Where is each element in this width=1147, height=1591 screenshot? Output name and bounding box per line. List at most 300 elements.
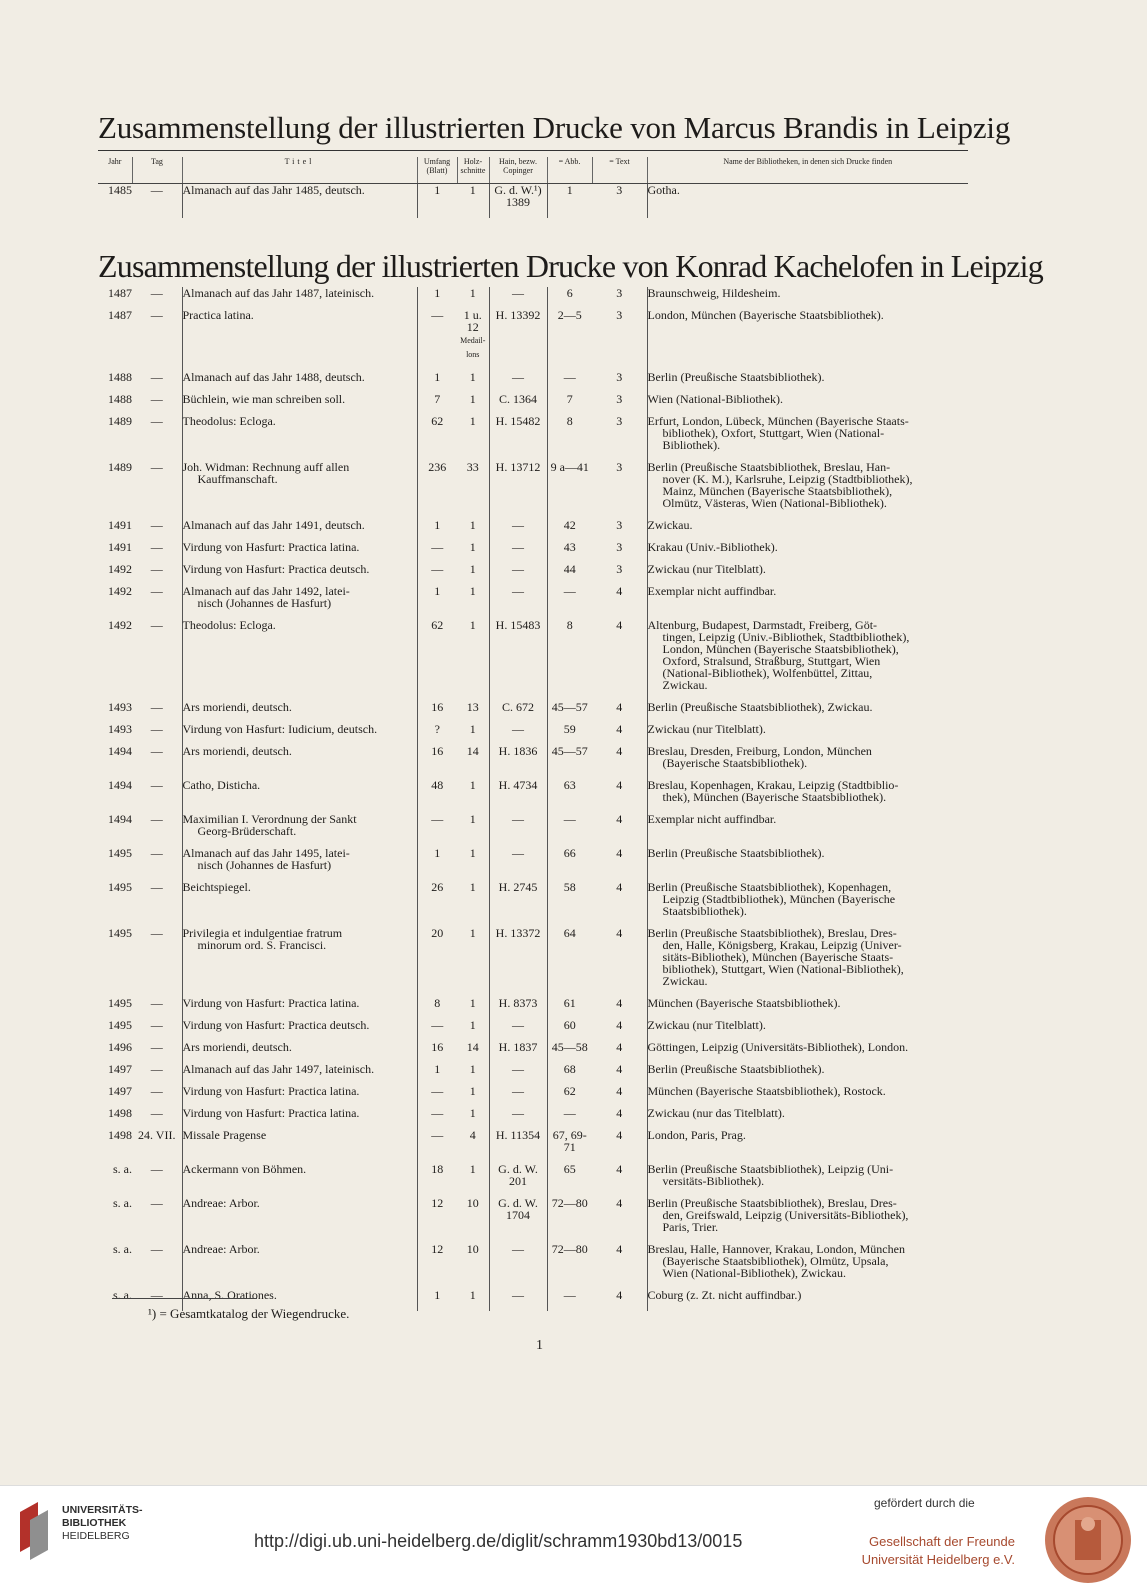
cell-bibliotheken: London, München (Bayerische Staatsbibliothek). [647, 309, 968, 361]
cell-jahr: 1497 [108, 1062, 132, 1076]
cell-bibliotheken: Berlin (Preußische Staatsbibliothek, Breslau, Han- nover (K. M.), Karlsruhe, Leipzig (Stadtbibliothek), Mainz, München (Bayerische Staatsbibliothek), Olmütz, Västeras, Wien (National-Bibliothek). [647, 461, 968, 509]
cell-tag: — [150, 1106, 163, 1120]
cell-jahr: 1495 [108, 926, 132, 940]
cell-umfang: 1 [417, 184, 457, 209]
cell-text: 4 [616, 996, 623, 1010]
table-row [98, 1129, 968, 1153]
cell-text: 4 [616, 926, 623, 940]
cell-text: 3 [616, 286, 623, 300]
cell-bibliotheken: Exemplar nicht auffindbar. [647, 585, 968, 609]
cell-jahr: 1493 [108, 700, 132, 714]
cell-text: 3 [616, 308, 623, 322]
cell-jahr: 1494 [108, 744, 132, 758]
cell-jahr: 1495 [108, 880, 132, 894]
cell-text: 3 [616, 183, 623, 197]
cell-umfang: — [417, 1107, 457, 1119]
cell-umfang: 1 [417, 371, 457, 383]
cell-umfang: 48 [417, 779, 457, 803]
cell-bibliotheken: Breslau, Dresden, Freiburg, London, München (Bayerische Staatsbibliothek). [647, 745, 968, 769]
cell-tag: — [150, 518, 163, 532]
table-row [98, 563, 968, 575]
footnote: ¹) = Gesamtkatalog der Wiegendrucke. [148, 1306, 350, 1321]
cell-umfang: 16 [417, 1041, 457, 1053]
cell-hain: — [489, 723, 547, 735]
cell-titel: Beichtspiegel. [182, 881, 417, 917]
cell-holzschnitte: 1 [469, 812, 476, 826]
cell-jahr: s. a. [113, 1242, 132, 1256]
cell-text: 4 [616, 1162, 623, 1176]
cell-holzschnitte: 1 [469, 1162, 476, 1176]
cell-tag: — [150, 460, 163, 474]
table-brandis [98, 157, 968, 218]
cell-hain: — [489, 1107, 547, 1119]
cell-jahr: 1493 [108, 722, 132, 736]
cell-abb: — [547, 1289, 592, 1301]
cell-jahr: 1495 [108, 1018, 132, 1032]
cell-holzschnitte: 10 [466, 1196, 479, 1210]
cell-titel: Theodolus: Ecloga. [182, 415, 417, 451]
cell-tag: 24. VII. [138, 1128, 176, 1142]
table-row [98, 745, 968, 769]
cell-umfang: 62 [417, 415, 457, 451]
cell-abb: 8 [547, 415, 592, 451]
cell-titel: Virdung von Hasfurt: Practica latina. [182, 1107, 417, 1119]
cell-holzschnitte: 1 [469, 1288, 476, 1302]
cell-tag: — [150, 744, 163, 758]
cell-hain: — [489, 847, 547, 871]
cell-holzschnitte: 1 [469, 1062, 476, 1076]
cell-tag: — [150, 778, 163, 792]
cell-tag: — [150, 1084, 163, 1098]
cell-bibliotheken: Berlin (Preußische Staatsbibliothek). [647, 1063, 968, 1075]
table-row [98, 1197, 968, 1233]
table-row [98, 309, 968, 361]
cell-text: 3 [616, 562, 623, 576]
source-url-link[interactable]: http://digi.ub.uni-heidelberg.de/diglit/schramm1930bd13/0015 [254, 1531, 743, 1551]
header-umfang: Umfang (Blatt) [417, 157, 457, 184]
header-holz: Holz- schnitte [457, 157, 489, 184]
table-kachelofen [98, 287, 968, 1311]
row-spacer [98, 208, 968, 218]
header-abb: = Abb. [547, 157, 592, 184]
cell-abb: 2—5 [547, 309, 592, 361]
cell-hain: — [489, 287, 547, 299]
cell-text: 4 [616, 1084, 623, 1098]
cell-umfang: 26 [417, 881, 457, 917]
cell-bibliotheken: Berlin (Preußische Staatsbibliothek), Breslau, Dres- den, Greifswald, Leipzig (Universitäts-Bibliothek), Paris, Trier. [647, 1197, 968, 1233]
cell-abb: — [547, 1107, 592, 1119]
cell-holzschnitte: 10 [466, 1242, 479, 1256]
cell-bibliotheken: Exemplar nicht auffindbar. [647, 813, 968, 837]
cell-text: 3 [616, 460, 623, 474]
cell-hain: G. d. W. 201 [489, 1163, 547, 1187]
table-row [98, 813, 968, 837]
cell-text: 4 [616, 1128, 623, 1142]
cell-titel: Almanach auf das Jahr 1488, deutsch. [182, 371, 417, 383]
cell-text: 3 [616, 370, 623, 384]
cell-hain: H. 15482 [489, 415, 547, 451]
cell-jahr: 1487 [108, 308, 132, 322]
table-row [98, 585, 968, 609]
cell-holzschnitte: 1 [469, 540, 476, 554]
cell-holzschnitte: 1 [469, 618, 476, 632]
cell-titel: Virdung von Hasfurt: Practica latina. [182, 997, 417, 1009]
cell-jahr: 1495 [108, 846, 132, 860]
cell-jahr: 1494 [108, 812, 132, 826]
cell-tag: — [150, 618, 163, 632]
table-row [98, 619, 968, 691]
table-row [98, 723, 968, 735]
table-row [98, 881, 968, 917]
table-header [98, 157, 968, 184]
cell-titel: Catho, Disticha. [182, 779, 417, 803]
cell-tag: — [150, 700, 163, 714]
cell-tag: — [150, 584, 163, 598]
table-row [98, 1243, 968, 1279]
cell-jahr: 1491 [108, 518, 132, 532]
cell-hain: H. 15483 [489, 619, 547, 691]
cell-abb: — [547, 585, 592, 609]
cell-bibliotheken: Breslau, Halle, Hannover, Krakau, London, München (Bayerische Staatsbibliothek), Olmütz, Upsala, Wien (National-Bibliothek), Zwickau. [647, 1243, 968, 1279]
cell-hain: — [489, 1243, 547, 1279]
cell-hain: — [489, 1019, 547, 1031]
cell-abb: 45—58 [547, 1041, 592, 1053]
cell-holzschnitte: 1 [469, 1106, 476, 1120]
cell-bibliotheken: Göttingen, Leipzig (Universitäts-Bibliothek), London. [647, 1041, 968, 1053]
cell-abb: 68 [547, 1063, 592, 1075]
cell-bibliotheken: Berlin (Preußische Staatsbibliothek), Breslau, Dres- den, Halle, Königsberg, Krakau, Leipzig (Univer- sitäts-Bibliothek), München (Bayerische Staats- bibliothek), Stuttgart, Wien (National-Bibliothek), Zwickau. [647, 927, 968, 987]
cell-titel: Andreae: Arbor. [182, 1197, 417, 1233]
cell-abb: 8 [547, 619, 592, 691]
cell-bibliotheken: Zwickau (nur das Titelblatt). [647, 1107, 968, 1119]
cell-hain: — [489, 585, 547, 609]
cell-abb: 58 [547, 881, 592, 917]
table-row [98, 461, 968, 509]
cell-jahr: 1488 [108, 392, 132, 406]
cell-text: 4 [616, 700, 623, 714]
cell-bibliotheken: München (Bayerische Staatsbibliothek). [647, 997, 968, 1009]
table-row [98, 997, 968, 1009]
cell-abb: 62 [547, 1085, 592, 1097]
table-row [98, 1041, 968, 1053]
cell-tag: — [150, 996, 163, 1010]
cell-jahr: s. a. [113, 1288, 132, 1302]
cell-abb: 72—80 [547, 1197, 592, 1233]
cell-text: 4 [616, 1062, 623, 1076]
cell-bibliotheken: Altenburg, Budapest, Darmstadt, Freiberg, Göt- tingen, Leipzig (Univ.-Bibliothek, Stadtbibliothek), London, München (Bayerische Staatsbibliothek), Oxford, Stralsund, Straßburg, Stuttgart, Wien (National-Bibliothek), Wolfenbüttel, Zittau, Zwickau. [647, 619, 968, 691]
cell-text: 4 [616, 1040, 623, 1054]
table-row [98, 1107, 968, 1119]
cell-holzschnitte: 1 [469, 1084, 476, 1098]
cell-bibliotheken: Wien (National-Bibliothek). [647, 393, 968, 405]
cell-umfang: 236 [417, 461, 457, 509]
title-brandis: Zusammenstellung der illustrierten Drucke von Marcus Brandis in Leipzig [98, 110, 1011, 145]
cell-abb: 72—80 [547, 1243, 592, 1279]
cell-titel: Almanach auf das Jahr 1487, lateinisch. [182, 287, 417, 299]
cell-umfang: — [417, 1129, 457, 1153]
cell-hain: H. 2745 [489, 881, 547, 917]
cell-jahr: 1498 [108, 1106, 132, 1120]
table-row [98, 1019, 968, 1031]
cell-abb: 67, 69-71 [547, 1129, 592, 1153]
cell-titel: Privilegia et indulgentiae fratrum minorum ord. S. Francisci. [182, 927, 417, 987]
cell-bibliotheken: London, Paris, Prag. [647, 1129, 968, 1153]
library-logo-icon [14, 1502, 54, 1566]
cell-holzschnitte: 1 [469, 370, 476, 384]
cell-hain: H. 13392 [489, 309, 547, 361]
cell-umfang: 1 [417, 1063, 457, 1075]
cell-jahr: 1492 [108, 562, 132, 576]
cell-tag: — [150, 1288, 163, 1302]
cell-abb: 42 [547, 519, 592, 531]
table-row [98, 371, 968, 383]
cell-bibliotheken: Braunschweig, Hildesheim. [647, 287, 968, 299]
cell-holzschnitte: 1 [469, 778, 476, 792]
cell-titel: Almanach auf das Jahr 1497, lateinisch. [182, 1063, 417, 1075]
cell-tag: — [150, 926, 163, 940]
table-row [98, 701, 968, 713]
table-row [98, 847, 968, 871]
table-row [98, 1063, 968, 1075]
cell-titel: Ars moriendi, deutsch. [182, 701, 417, 713]
cell-umfang: 16 [417, 701, 457, 713]
cell-bibliotheken: Zwickau (nur Titelblatt). [647, 723, 968, 735]
cell-umfang: 62 [417, 619, 457, 691]
cell-jahr: s. a. [113, 1162, 132, 1176]
cell-abb: 6 [547, 287, 592, 299]
cell-holzschnitte: 1 [469, 584, 476, 598]
cell-hain: H. 8373 [489, 997, 547, 1009]
table-row [98, 393, 968, 405]
cell-bibliotheken: Zwickau (nur Titelblatt). [647, 1019, 968, 1031]
table-row [98, 779, 968, 803]
table-row [98, 184, 968, 209]
cell-titel: Missale Pragense [182, 1129, 417, 1153]
cell-tag: — [150, 1242, 163, 1256]
cell-umfang: 18 [417, 1163, 457, 1187]
cell-hain: G. d. W. 1704 [489, 1197, 547, 1233]
cell-titel: Ars moriendi, deutsch. [182, 745, 417, 769]
cell-umfang: 7 [417, 393, 457, 405]
table-row [98, 1289, 968, 1301]
cell-bibliotheken: Berlin (Preußische Staatsbibliothek). [647, 847, 968, 871]
cell-bibliotheken: Zwickau. [647, 519, 968, 531]
cell-jahr: 1492 [108, 584, 132, 598]
cell-titel: Almanach auf das Jahr 1485, deutsch. [182, 184, 417, 209]
cell-hain: H. 4734 [489, 779, 547, 803]
cell-umfang: 1 [417, 847, 457, 871]
cell-tag: — [150, 183, 163, 197]
cell-tag: — [150, 370, 163, 384]
cell-abb: 44 [547, 563, 592, 575]
sponsor-line-1: Gesellschaft der Freunde [869, 1534, 1015, 1549]
cell-bibliotheken: Berlin (Preußische Staatsbibliothek). [647, 371, 968, 383]
cell-text: 4 [616, 1196, 623, 1210]
cell-titel: Almanach auf das Jahr 1492, latei- nisch (Johannes de Hasfurt) [182, 585, 417, 609]
cell-bibliotheken: Krakau (Univ.-Bibliothek). [647, 541, 968, 553]
cell-umfang: 1 [417, 1289, 457, 1301]
cell-bibliotheken: Berlin (Preußische Staatsbibliothek), Leipzig (Uni- versitäts-Bibliothek). [647, 1163, 968, 1187]
cell-titel: Theodolus: Ecloga. [182, 619, 417, 691]
cell-holzschnitte: 1 [469, 183, 476, 197]
cell-titel: Ackermann von Böhmen. [182, 1163, 417, 1187]
cell-jahr: s. a. [113, 1196, 132, 1210]
cell-titel: Virdung von Hasfurt: Practica latina. [182, 541, 417, 553]
cell-jahr: 1497 [108, 1084, 132, 1098]
cell-bibliotheken: Berlin (Preußische Staatsbibliothek), Zwickau. [647, 701, 968, 713]
table-row [98, 927, 968, 987]
university-seal-icon [1043, 1494, 1133, 1586]
cell-titel: Virdung von Hasfurt: Iudicium, deutsch. [182, 723, 417, 735]
cell-holzschnitte: 1 [469, 414, 476, 428]
cell-abb: 45—57 [547, 745, 592, 769]
cell-tag: — [150, 1196, 163, 1210]
cell-titel: Virdung von Hasfurt: Practica latina. [182, 1085, 417, 1097]
sponsor-line-2: Universität Heidelberg e.V. [861, 1552, 1015, 1567]
cell-titel: Virdung von Hasfurt: Practica deutsch. [182, 563, 417, 575]
cell-text: 4 [616, 880, 623, 894]
cell-hain: H. 13372 [489, 927, 547, 987]
header-titel: Titel [182, 157, 417, 184]
cell-text: 3 [616, 392, 623, 406]
cell-holzschnitte: 14 [466, 744, 479, 758]
cell-text: 3 [616, 518, 623, 532]
cell-holzschnitte: 1 [469, 926, 476, 940]
cell-titel: Büchlein, wie man schreiben soll. [182, 393, 417, 405]
cell-umfang: 8 [417, 997, 457, 1009]
cell-tag: — [150, 722, 163, 736]
cell-abb: 59 [547, 723, 592, 735]
cell-text: 4 [616, 846, 623, 860]
cell-hain: — [489, 813, 547, 837]
cell-bibliotheken: Coburg (z. Zt. nicht auffindbar.) [647, 1289, 968, 1301]
rule [98, 150, 968, 151]
cell-text: 4 [616, 722, 623, 736]
cell-text: 4 [616, 778, 623, 792]
cell-holzschnitte: 1 u. 12 Medail- lons [460, 308, 486, 359]
cell-abb: — [547, 813, 592, 837]
cell-holzschnitte: 1 [469, 518, 476, 532]
cell-text: 4 [616, 1242, 623, 1256]
cell-hain: — [489, 519, 547, 531]
cell-tag: — [150, 812, 163, 826]
cell-abb: 66 [547, 847, 592, 871]
cell-titel: Almanach auf das Jahr 1491, deutsch. [182, 519, 417, 531]
page-number: 1 [536, 1338, 543, 1353]
cell-bibliotheken: München (Bayerische Staatsbibliothek), Rostock. [647, 1085, 968, 1097]
cell-bibliotheken: Breslau, Kopenhagen, Krakau, Leipzig (Stadtbiblio- thek), München (Bayerische Staatsbibliothek). [647, 779, 968, 803]
cell-hain: — [489, 563, 547, 575]
title-kachelofen: Zusammenstellung der illustrierten Drucke von Konrad Kachelofen in Leipzig [98, 248, 1043, 284]
cell-text: 4 [616, 1018, 623, 1032]
table-row [98, 541, 968, 553]
cell-holzschnitte: 1 [469, 722, 476, 736]
cell-jahr: 1491 [108, 540, 132, 554]
cell-tag: — [150, 1018, 163, 1032]
cell-tag: — [150, 392, 163, 406]
cell-abb: 63 [547, 779, 592, 803]
cell-umfang: 1 [417, 519, 457, 531]
cell-holzschnitte: 1 [469, 392, 476, 406]
header-jahr: Jahr [98, 157, 132, 184]
cell-abb: 7 [547, 393, 592, 405]
cell-hain: H. 1837 [489, 1041, 547, 1053]
cell-abb: 1 [547, 184, 592, 209]
cell-hain: H. 1836 [489, 745, 547, 769]
cell-holzschnitte: 1 [469, 996, 476, 1010]
cell-hain: G. d. W.¹) 1389 [489, 184, 547, 209]
cell-umfang: — [417, 1085, 457, 1097]
cell-titel: Anna, S. Orationes. [182, 1289, 417, 1301]
header-tag: Tag [132, 157, 182, 184]
cell-jahr: 1489 [108, 460, 132, 474]
footnote-rule [112, 1298, 257, 1299]
digitization-footer [0, 1485, 1147, 1591]
cell-jahr: 1488 [108, 370, 132, 384]
cell-text: 3 [616, 414, 623, 428]
cell-holzschnitte: 1 [469, 880, 476, 894]
cell-tag: — [150, 1162, 163, 1176]
cell-hain: H. 13712 [489, 461, 547, 509]
cell-hain: — [489, 1289, 547, 1301]
cell-jahr: 1494 [108, 778, 132, 792]
cell-abb: 60 [547, 1019, 592, 1031]
cell-umfang: — [417, 563, 457, 575]
cell-umfang: — [417, 541, 457, 553]
cell-text: 4 [616, 812, 623, 826]
cell-umfang: 20 [417, 927, 457, 987]
table-row [98, 287, 968, 299]
cell-text: 4 [616, 1106, 623, 1120]
cell-tag: — [150, 1062, 163, 1076]
cell-umfang: — [417, 309, 457, 361]
header-bib: Name der Bibliotheken, in denen sich Drucke finden [647, 157, 968, 184]
cell-holzschnitte: 4 [469, 1128, 476, 1142]
table-row [98, 1163, 968, 1187]
cell-jahr: 1496 [108, 1040, 132, 1054]
cell-tag: — [150, 880, 163, 894]
cell-jahr: 1495 [108, 996, 132, 1010]
cell-tag: — [150, 414, 163, 428]
cell-hain: C. 1364 [489, 393, 547, 405]
cell-titel: Ars moriendi, deutsch. [182, 1041, 417, 1053]
cell-abb: 45—57 [547, 701, 592, 713]
cell-tag: — [150, 286, 163, 300]
cell-titel: Practica latina. [182, 309, 417, 361]
table-row [98, 1085, 968, 1097]
cell-titel: Virdung von Hasfurt: Practica deutsch. [182, 1019, 417, 1031]
cell-hain: — [489, 541, 547, 553]
cell-titel: Almanach auf das Jahr 1495, latei- nisch (Johannes de Hasfurt) [182, 847, 417, 871]
cell-abb: 43 [547, 541, 592, 553]
cell-jahr: 1492 [108, 618, 132, 632]
cell-umfang: — [417, 1019, 457, 1031]
cell-holzschnitte: 1 [469, 1018, 476, 1032]
cell-tag: — [150, 1040, 163, 1054]
cell-tag: — [150, 562, 163, 576]
cell-holzschnitte: 1 [469, 562, 476, 576]
table-row [98, 519, 968, 531]
cell-text: 4 [616, 1288, 623, 1302]
cell-hain: — [489, 371, 547, 383]
cell-holzschnitte: 14 [466, 1040, 479, 1054]
cell-text: 4 [616, 744, 623, 758]
cell-bibliotheken: Berlin (Preußische Staatsbibliothek), Kopenhagen, Leipzig (Stadtbibliothek), München (Bayerische Staatsbibliothek). [647, 881, 968, 917]
cell-hain: — [489, 1085, 547, 1097]
header-hain: Hain, bezw. Copinger [489, 157, 547, 184]
cell-jahr: 1487 [108, 286, 132, 300]
cell-text: 3 [616, 540, 623, 554]
